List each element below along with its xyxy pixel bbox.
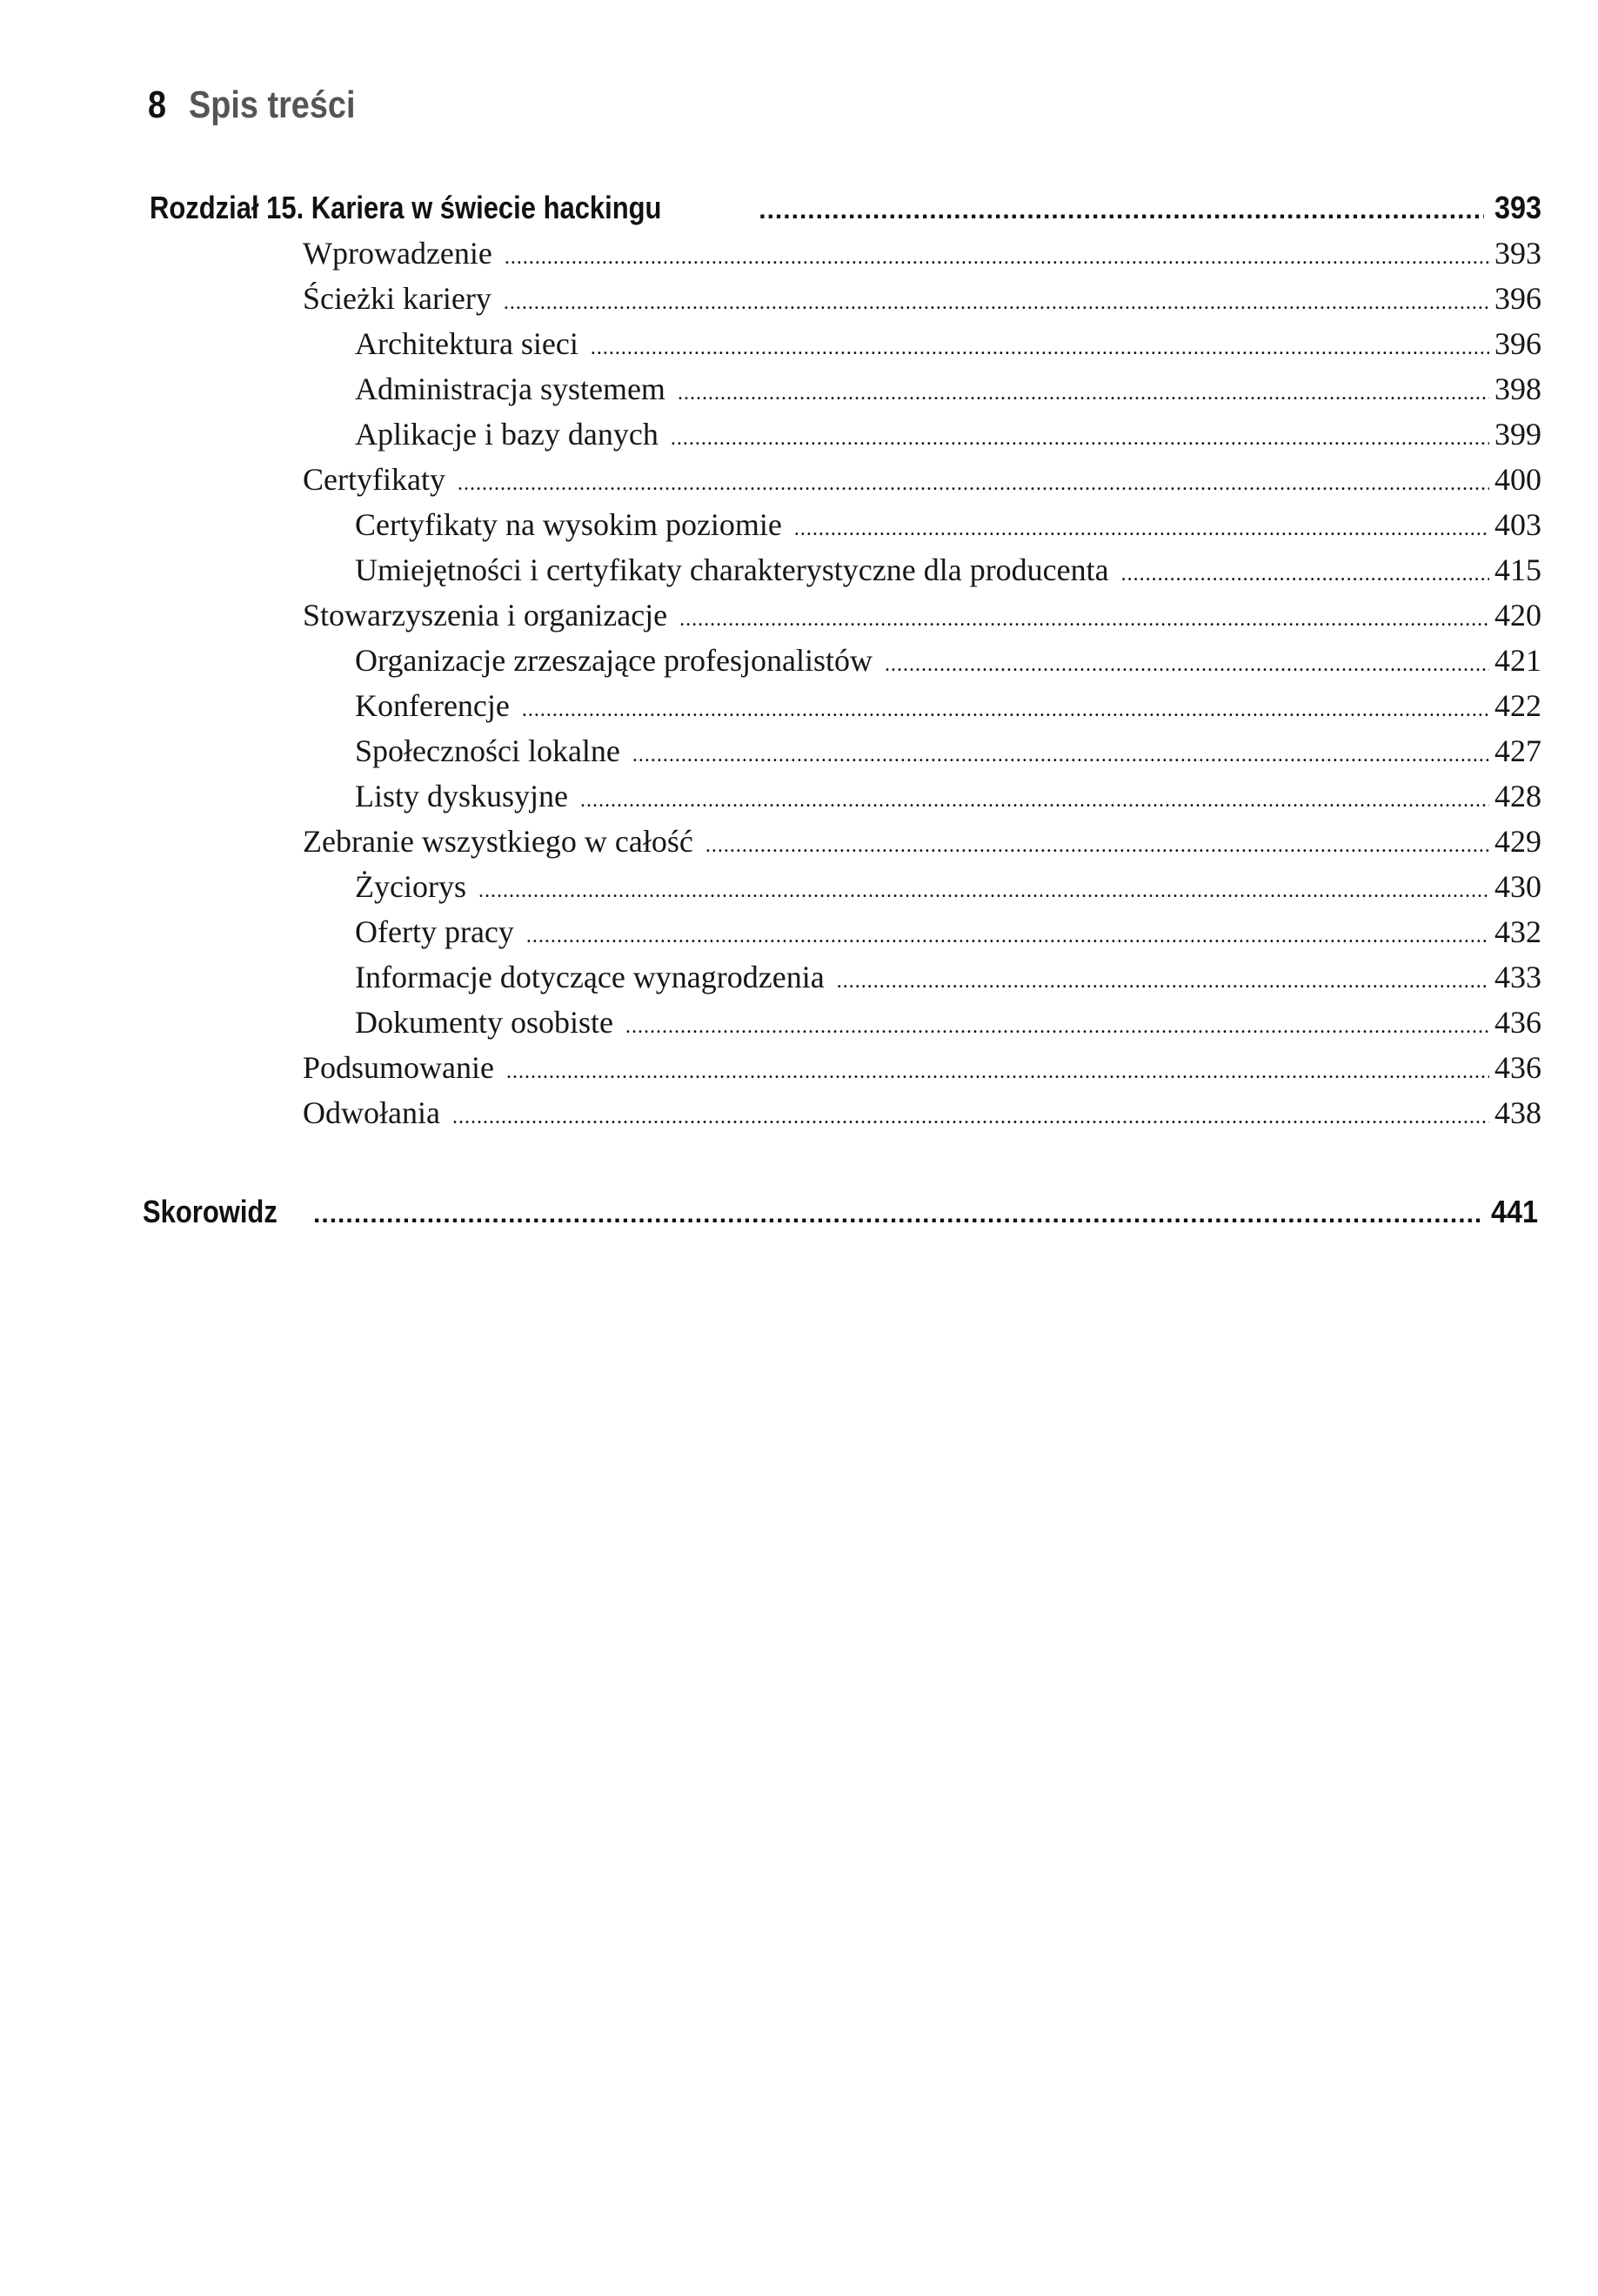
toc-entry[interactable]	[355, 868, 1541, 905]
toc-entry-label: Aplikacje i bazy danych	[355, 417, 659, 452]
toc-entry-page: 400	[1494, 462, 1541, 497]
toc-leader-dots	[452, 1106, 1489, 1129]
toc-entry-label: Zebranie wszystkiego w całość	[303, 824, 693, 859]
toc-entry-label: Listy dyskusyjne	[355, 779, 569, 813]
toc-entry-page: 396	[1494, 326, 1541, 361]
toc-entry-page: 422	[1494, 688, 1541, 723]
toc-entry-label: Certyfikaty na wysokim poziomie	[355, 507, 782, 542]
toc-entry[interactable]	[355, 325, 1541, 362]
toc-entry[interactable]	[355, 733, 1541, 769]
toc-leader-dots	[504, 291, 1489, 315]
toc-leader-dots	[885, 653, 1489, 677]
toc-entry[interactable]	[303, 1094, 1541, 1131]
toc-leader-dots	[478, 880, 1489, 903]
toc-leader-dots	[506, 1061, 1489, 1084]
toc-entry[interactable]	[303, 461, 1541, 498]
toc-entry-label: Organizacje zrzeszające profesjonalistów	[355, 643, 873, 678]
toc-entry-page: 415	[1494, 552, 1541, 587]
toc-leader-dots	[625, 1015, 1489, 1039]
toc-entry-page: 429	[1494, 824, 1541, 859]
toc-leader-dots	[632, 744, 1489, 767]
toc-entry-page: 396	[1494, 281, 1541, 316]
toc-entry[interactable]	[355, 552, 1541, 588]
toc-entry[interactable]	[355, 371, 1541, 407]
toc-leader-dots	[837, 970, 1489, 994]
toc-entry-label: Umiejętności i certyfikaty charakterystyczne dla producenta	[355, 552, 1109, 587]
toc-entry-page: 432	[1494, 914, 1541, 949]
toc-leader-dots	[759, 196, 1484, 225]
toc-entry[interactable]	[355, 642, 1541, 679]
toc-entry-page: 438	[1494, 1095, 1541, 1130]
toc-entry[interactable]	[355, 914, 1541, 950]
toc-entry-page: 420	[1494, 598, 1541, 633]
toc-index-entry[interactable]	[143, 1194, 1538, 1230]
toc-entry-page: 421	[1494, 643, 1541, 678]
toc-entry[interactable]	[303, 1049, 1541, 1086]
toc-entry[interactable]	[355, 506, 1541, 543]
toc-entry[interactable]	[355, 959, 1541, 995]
toc-entry-label: Dokumenty osobiste	[355, 1005, 613, 1040]
toc-entry-label: Architektura sieci	[355, 326, 578, 361]
toc-entry-page: 436	[1494, 1050, 1541, 1085]
toc-entry-label: Certyfikaty	[303, 462, 445, 497]
header-title: Spis treści	[189, 84, 356, 126]
toc-entry-label: Stowarzyszenia i organizacje	[303, 598, 668, 633]
toc-entry[interactable]	[355, 1004, 1541, 1041]
toc-entry[interactable]	[303, 280, 1541, 317]
toc-entry-page: 430	[1494, 869, 1541, 904]
header-page-number: 8	[148, 84, 167, 126]
toc-entry-label: Społeczności lokalne	[355, 733, 620, 768]
toc-entry-page: 427	[1494, 733, 1541, 768]
toc-entry-page: 393	[1494, 190, 1541, 225]
toc-entry-page: 433	[1494, 960, 1541, 994]
toc-entry-label: Rozdział 15. Kariera w świecie hackingu	[150, 190, 662, 225]
toc-entry-page: 398	[1494, 372, 1541, 406]
toc-entry-page: 393	[1494, 236, 1541, 271]
toc-leader-dots	[458, 472, 1489, 496]
toc-entry-label: Oferty pracy	[355, 914, 514, 949]
toc-entry-label: Administracja systemem	[355, 372, 665, 406]
toc-leader-dots	[671, 427, 1489, 451]
toc-leader-dots	[678, 382, 1489, 405]
toc-leader-dots	[794, 518, 1489, 541]
toc-leader-dots	[313, 1200, 1481, 1229]
toc-entry-label: Ścieżki kariery	[303, 281, 491, 316]
toc-entry[interactable]	[303, 597, 1541, 633]
toc-entry-page: 441	[1490, 1194, 1538, 1229]
toc-entry-label: Życiorys	[355, 869, 466, 904]
toc-entry-label: Konferencje	[355, 688, 510, 723]
page-header	[148, 84, 355, 127]
toc-entry[interactable]	[355, 778, 1541, 814]
toc-leader-dots	[1121, 563, 1489, 586]
toc-entry-page: 428	[1494, 779, 1541, 813]
toc-entry[interactable]	[355, 687, 1541, 724]
toc-leader-dots	[526, 925, 1489, 948]
toc-leader-dots	[679, 608, 1489, 632]
toc-entry-label: Skorowidz	[143, 1194, 277, 1229]
toc-entry-page: 436	[1494, 1005, 1541, 1040]
toc-leader-dots	[705, 834, 1489, 858]
toc-entry[interactable]	[303, 235, 1541, 271]
toc-leader-dots	[522, 699, 1489, 722]
toc-entry-label: Wprowadzenie	[303, 236, 492, 271]
toc-entry-page: 399	[1494, 417, 1541, 452]
toc-entry-page: 403	[1494, 507, 1541, 542]
toc-leader-dots	[580, 789, 1489, 813]
toc-entry-label: Podsumowanie	[303, 1050, 494, 1085]
toc-entry-label: Informacje dotyczące wynagrodzenia	[355, 960, 825, 994]
toc-chapter-entry[interactable]	[150, 190, 1541, 226]
toc-entry[interactable]	[303, 823, 1541, 860]
toc-leader-dots	[505, 246, 1489, 270]
toc-entry[interactable]	[355, 416, 1541, 452]
toc-leader-dots	[591, 337, 1489, 360]
toc-entry-label: Odwołania	[303, 1095, 440, 1130]
